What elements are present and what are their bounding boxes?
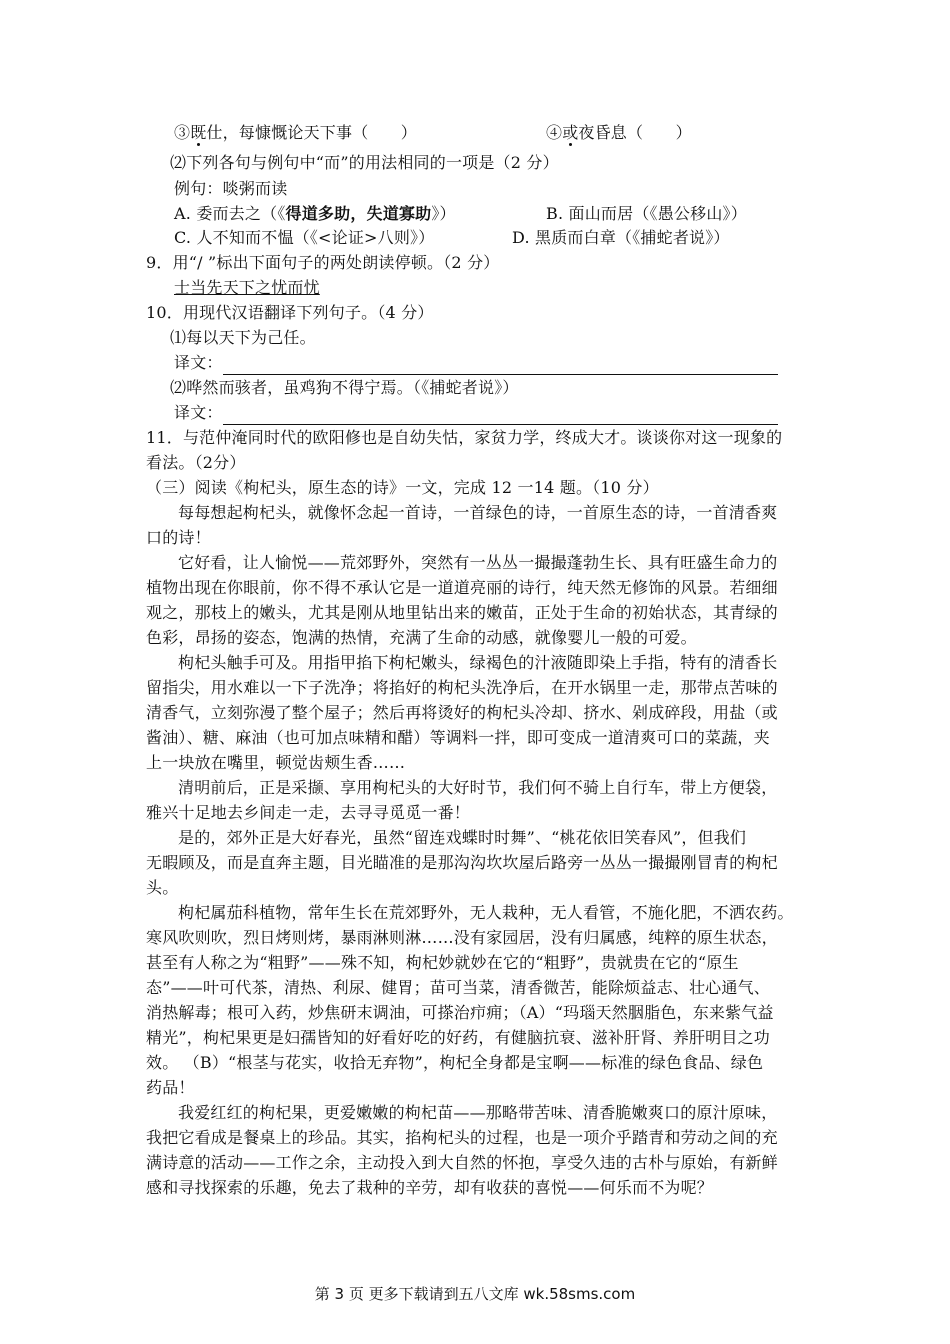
passage-line: 我把它看成是餐桌上的珍品。其实，掐枸杞头的过程，也是一项介乎踏青和劳动之间的充 xyxy=(146,1128,778,1147)
passage-line: 上一块放在嘴里，顿觉齿颊生香…… xyxy=(146,753,406,772)
passage-line: 留指尖，用水难以一下子洗净；将掐好的枸杞头洗净后，在开水锅里一走，那带点苦味的 xyxy=(146,678,778,697)
passage-line: 色彩，昂扬的姿态，饱满的热情，充满了生命的动感，就像婴儿一般的可爱。 xyxy=(146,628,697,647)
q8-option-d: D. 黑质而白章（《捕蛇者说》） xyxy=(512,228,730,247)
passage-line: 头。 xyxy=(146,878,179,897)
q8-item-3: ③既仕，每慷慨论天下事（ ） xyxy=(174,123,418,142)
passage-line: 精光”，枸杞果更是妇孺皆知的好看好吃的好药，有健脑抗衰、滋补肝肾、养肝明目之功 xyxy=(146,1028,770,1047)
q10-sentence-1: ⑴每以天下为己任。 xyxy=(170,328,316,347)
emphasis-dot-char: 既 xyxy=(190,123,207,142)
passage-line: 清香气，立刻弥漫了整个屋子；然后再将烫好的枸杞头冷却、挤水、剁成碎段，用盐（或 xyxy=(146,703,778,722)
emphasis-dot-char: 或 xyxy=(562,123,579,142)
answer-blank[interactable] xyxy=(223,406,778,425)
q8-option-b: B. 面山而居（《愚公移山》） xyxy=(546,204,747,223)
passage-line: 植物出现在你眼前，你不得不承认它是一道道亮丽的诗行，纯天然无修饰的风景。若细细 xyxy=(146,578,778,597)
page-footer: 第 3 页 更多下载请到五八文库 wk.58sms.com xyxy=(314,1285,636,1303)
passage-line: 雅兴十足地去乡间走一走，去寻寻觅觅一番！ xyxy=(146,803,471,822)
passage-line: 态”——叶可代茶，清热、利尿、健胃；苗可当菜，清香微苦，能除烦益志、壮心通气、 xyxy=(146,978,770,997)
q10-sentence-2: ⑵哗然而骇者，虽鸡狗不得宁焉。（《捕蛇者说》） xyxy=(170,378,519,397)
q9-title: 9．用“/ ”标出下面句子的两处朗读停顿。（2 分） xyxy=(146,253,500,272)
q10-answer-line-2: 译文： xyxy=(174,401,778,425)
q9-sentence: 士当先天下之忧而忧 xyxy=(174,278,320,297)
passage-line: 寒风吹则吹，烈日烤则烤，暴雨淋则淋……没有家园居，没有归属感，纯粹的原生状态， xyxy=(146,928,778,947)
passage-line: 清明前后，正是采撷、享用枸杞头的大好时节，我们何不骑上自行车，带上方便袋， xyxy=(178,778,778,797)
section-3-heading: （三）阅读《枸杞头，原生态的诗》一文，完成 12 一14 题。（10 分） xyxy=(146,478,659,497)
q8-sub-2: ⑵下列各句与例句中“而”的用法相同的一项是（2 分） xyxy=(170,153,559,172)
passage-line: 酱油）、糖、麻油（也可加点味精和醋）等调料一拌，即可变成一道清爽可口的菜蔬，夹 xyxy=(146,728,770,747)
q8-example: 例句：啖粥而读 xyxy=(174,179,288,198)
passage-line: 口的诗！ xyxy=(146,528,211,547)
answer-blank[interactable] xyxy=(223,356,778,375)
q10-answer-line-1: 译文： xyxy=(174,351,778,375)
passage-line: 我爱红红的枸杞果，更爱嫩嫩的枸杞苗——那略带苦味、清香脆嫩爽口的原汁原味， xyxy=(178,1103,778,1122)
passage-line: 它好看，让人愉悦——荒郊野外，突然有一丛丛一撮撮蓬勃生长、具有旺盛生命力的 xyxy=(178,553,778,572)
passage-line: 枸杞属茄科植物，常年生长在荒郊野外，无人栽种，无人看管，不施化肥，不洒农药。 xyxy=(178,903,794,922)
passage-line: 无暇顾及，而是直奔主题，目光瞄准的是那沟沟坎坎屋后路旁一丛丛一撮撮刚冒青的枸杞 xyxy=(146,853,778,872)
passage-line: 是的，郊外正是大好春光，虽然“留连戏蝶时时舞”、“桃花依旧笑春风”，但我们 xyxy=(178,828,747,847)
q8-option-c: C. 人不知而不愠（《<论证>八则》） xyxy=(174,228,435,247)
passage-line: 每每想起枸杞头，就像怀念起一首诗，一首绿色的诗，一首原生态的诗，一首清香爽 xyxy=(178,503,778,522)
passage-line: 药品！ xyxy=(146,1078,195,1097)
passage-line: 甚至有人称之为“粗野”——殊不知，枸杞妙就妙在它的“粗野”，贵就贵在它的“原生 xyxy=(146,953,739,972)
q11-line-2: 看法。（2分） xyxy=(146,453,246,472)
passage-line: 枸杞头触手可及。用指甲掐下枸杞嫩头，绿褐色的汁液随即染上手指，特有的清香长 xyxy=(178,653,778,672)
passage-line: 效。 （B）“根茎与花实，收拾无弃物”，枸杞全身都是宝啊——标准的绿色食品、绿色 xyxy=(146,1053,764,1072)
passage-line: 观之，那枝上的嫩头，尤其是刚从地里钻出来的嫩苗，正处于生命的初始状态，其青绿的 xyxy=(146,603,778,622)
passage-line: 消热解毒；根可入药，炒焦研末调油，可搽治疖痈；（A）“玛瑙天然胭脂色，东来紫气益 xyxy=(146,1003,774,1022)
passage-line: 满诗意的活动——工作之余，主动投入到大自然的怀抱，享受久违的古朴与原始，有新鲜 xyxy=(146,1153,778,1172)
q10-title: 10．用现代汉语翻译下列句子。（4 分） xyxy=(146,303,434,322)
passage-line: 感和寻找探索的乐趣，免去了栽种的辛劳，却有收获的喜悦——何乐而不为呢？ xyxy=(146,1178,714,1197)
q8-option-a: A. 委而去之（《得道多助，失道寡助》） xyxy=(174,204,456,223)
q8-item-4: ④或夜昏息（ ） xyxy=(546,123,692,142)
q11-line-1: 11．与范仲淹同时代的欧阳修也是自幼失怙，家贫力学，终成大才。谈谈你对这一现象的 xyxy=(146,428,783,447)
